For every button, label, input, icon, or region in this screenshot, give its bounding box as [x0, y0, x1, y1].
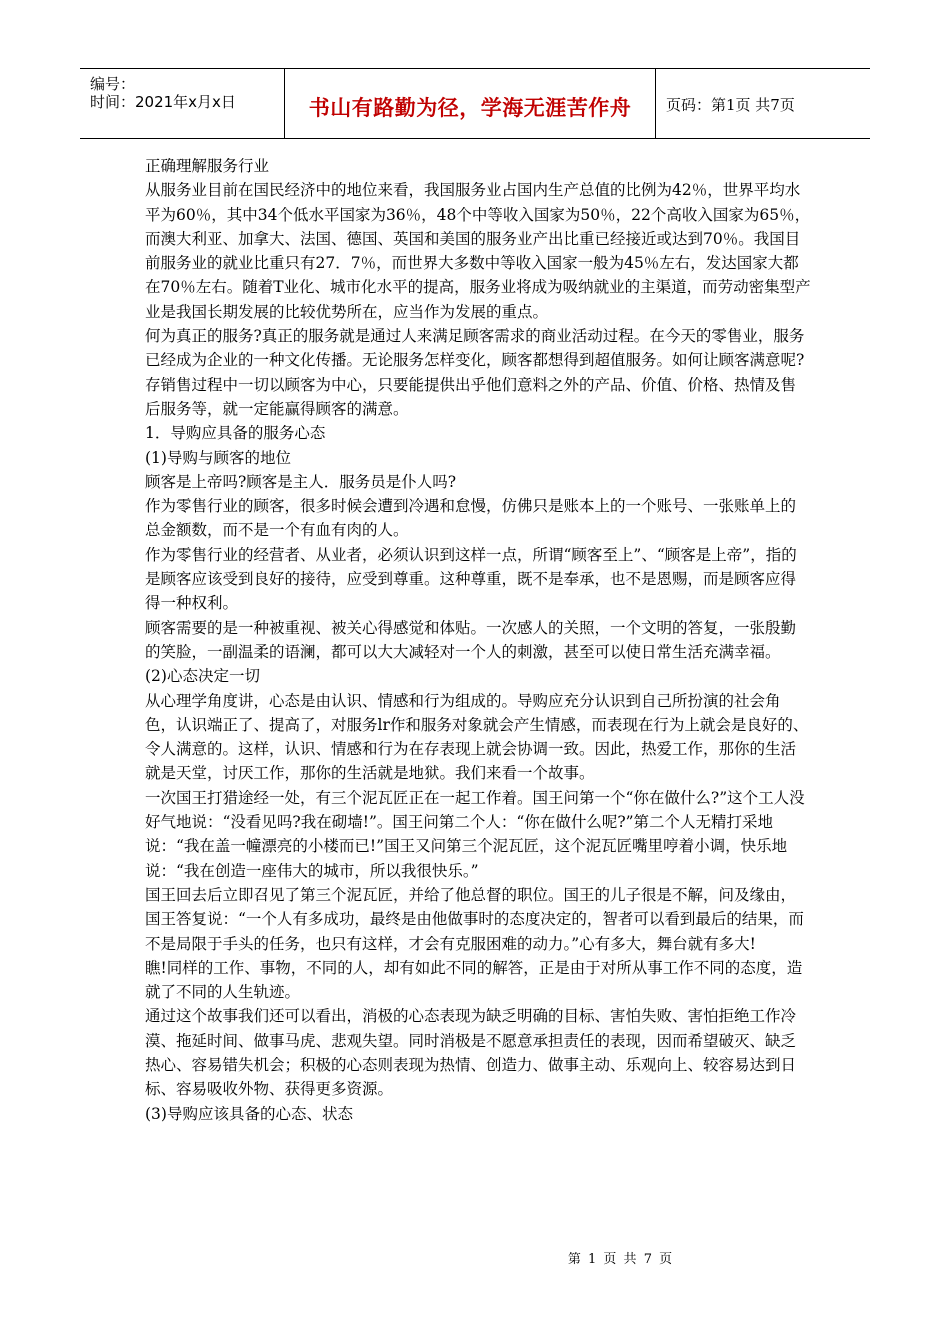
subsection-heading: (1)导购与顾客的地位 [145, 448, 291, 467]
section-heading: 1．导购应具备的服务心态 [145, 424, 326, 443]
body-paragraph: 作为零售行业的顾客，很多时候会遭到冷遇和怠慢，仿佛只是账本上的一个账号、一张账单上的总金额数，而不是一个有血有肉的人。 [145, 497, 797, 540]
page-header [80, 68, 870, 139]
body-paragraph: 何为真正的服务?真正的服务就是通过人来满足顾客需求的商业活动过程。在今天的零售业，服务已经成为企业的一种文化传播。无论服务怎样变化，顾客都想得到超值服务。如何让顾客满意呢?存销售过程中一切以顾客为中心，只要能提供出乎他们意料之外的产品、价值、价格、热情及售后服务等，就一定能赢得顾客的满意。 [145, 327, 805, 418]
header-page-cell [656, 69, 870, 138]
section-title: 正确理解服务行业 [145, 157, 270, 175]
body-paragraph: 顾客需要的是一种被重视、被关心得感觉和体贴。一次感人的关照，一个文明的答复，一张殷勤的笑脸，一副温柔的语澜，都可以大大减轻对一个人的刺激，甚至可以使日常生活充满幸福。 [145, 618, 797, 661]
body-paragraph: 从心理学角度讲，心态是由认识、情感和行为组成的。导购应充分认识到自己所扮演的社会角色，认识端正了、提高了，对服务lr作和服务对象就会产生情感，而表现在行为上就会是良好的、令人满意的。这样，认识、情感和行为在存表现上就会协调一致。因此，热爱工作，那你的生活就是天堂，讨厌工作，那你的生活就是地狱。我们来看一个故事。 [145, 691, 809, 783]
document-number-label: 编号： [90, 75, 136, 93]
body-paragraph: 瞧!同样的工作、事物，不同的人，却有如此不同的解答，正是由于对所从事工作不同的态度，造就了不同的人生轨迹。 [145, 958, 803, 1002]
body-paragraph: 作为零售行业的经营者、从业者，必须认识到这样一点，所谓“顾客至上”、“顾客是上帝”，指的是顾客应该受到良好的接待，应受到尊重。这种尊重，既不是奉承，也不是恩赐，而是顾客应得得一种权利。 [145, 545, 797, 613]
body-paragraph: 顾客是上帝吗?顾客是主人．服务员是仆人吗? [145, 472, 457, 491]
header-motto: 书山有路勤为径，学海无涯苦作舟 [308, 96, 632, 120]
header-motto-cell [285, 69, 656, 138]
body-paragraph: 一次国王打猎途经一处，有三个泥瓦匠正在一起工作着。国王问第一个“你在做什么?”这个工人没好气地说：“没看见吗?我在砌墙!”。国王问第二个人：“你在做什么呢?”第二个人无精打采地说：“我在盖一幢漂亮的小楼而已!”国王又问第三个泥瓦匠，这个泥瓦匠嘴里哼着小调，快乐地说：“我在创造一座伟大的城市，所以我很快乐。” [145, 788, 805, 880]
body-paragraph: 从服务业目前在国民经济中的地位来看，我国服务业占国内生产总值的比例为42％，世界平均水平为60％，其中34个低水平国家为36％，48个中等收入国家为50％，22个高收入国家为65％，而澳大利亚、加拿大、法国、德国、英国和美国的服务业产出比重已经接近或达到70％。我国目前服务业的就业比重只有27．7％，而世界大多数中等收入国家一般为45％左右，发达国家大都在70％左右。随着T业化、城市化水平的提高，服务业将成为吸纳就业的主渠道，而劳动密集型产业是我国长期发展的比较优势所在，应当作为发展的重点。 [145, 181, 811, 321]
body-paragraph: 通过这个故事我们还可以看出，消极的心态表现为缺乏明确的目标、害怕失败、害怕拒绝工作冷漠、拖延时间、做事马虎、悲观失望。同时消极是不愿意承担责任的表现，因而希望破灭、缺乏热心、容易错失机会；积极的心态则表现为热情、创造力、做事主动、乐观向上、较容易达到日标、容易吸收外物、获得更多资源。 [145, 1007, 797, 1099]
document-body [145, 154, 811, 1126]
subsection-heading: (3)导购应该具备的心态、状态 [145, 1104, 353, 1123]
header-info-cell [80, 69, 285, 138]
document-time-label: 时间：2021年x月x日 [90, 93, 236, 111]
body-paragraph: 国王回去后立即召见了第三个泥瓦匠，并给了他总督的职位。国王的儿子很是不解，问及缘由，国王答复说：“一个人有多成功，最终是由他做事时的态度决定的，智者可以看到最后的结果，而不是局限于手头的任务，也只有这样，才会有克服困难的动力。”心有多大，舞台就有多大! [145, 885, 804, 953]
header-page-info: 页码：第1页 共7页 [666, 96, 795, 114]
page-footer: 第 1 页 共 7 页 [567, 1252, 673, 1267]
subsection-heading: (2)心态决定一切 [145, 667, 260, 686]
